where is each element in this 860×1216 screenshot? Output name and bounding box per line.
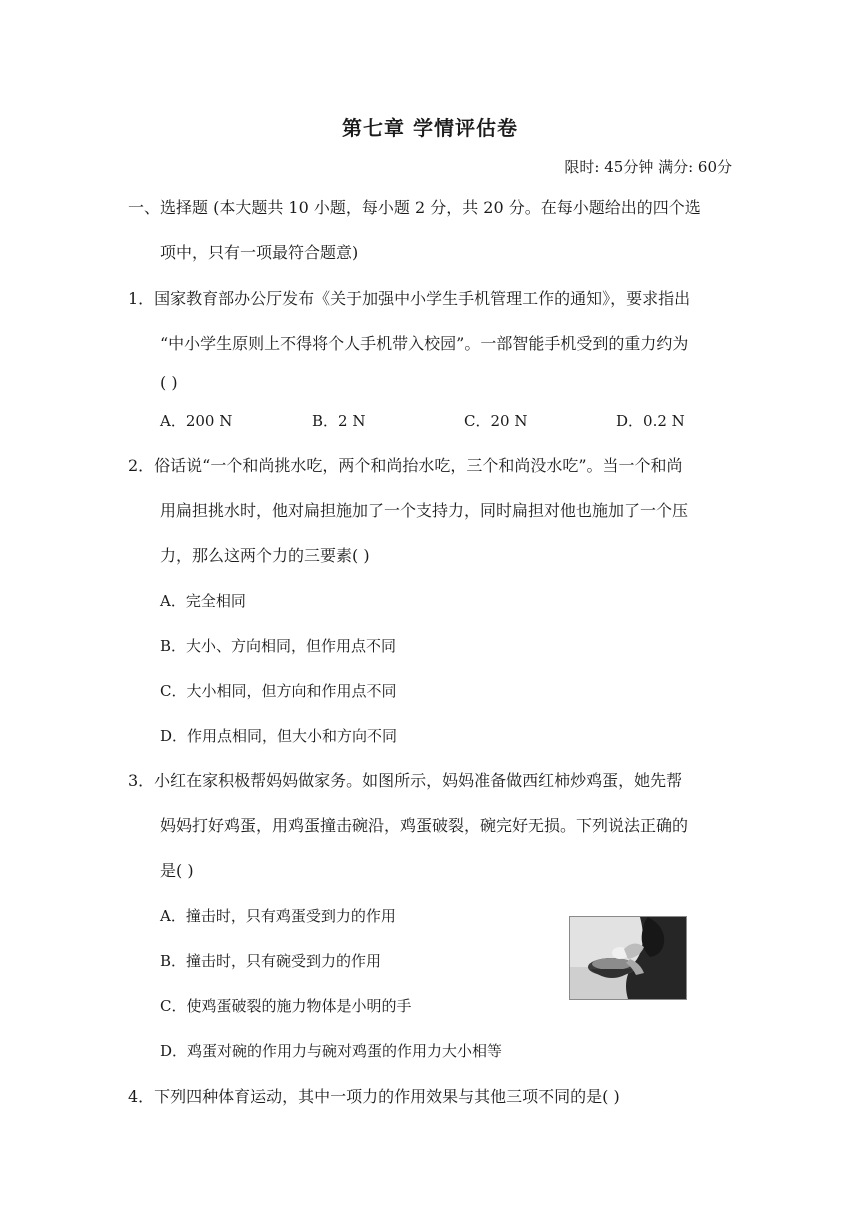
section-heading-line1: 一、选择题 (本大题共 10 小题，每小题 2 分，共 20 分。在每小题给出的四个选: [128, 198, 701, 217]
q3-option-a: A．撞击时，只有鸡蛋受到力的作用: [160, 907, 396, 925]
q1-line3: ( ): [160, 373, 178, 392]
q2-line3: 力，那么这两个力的三要素( ): [160, 546, 370, 565]
q4-line1: 4．下列四种体育运动，其中一项力的作用效果与其他三项不同的是( ): [128, 1087, 620, 1106]
q3-line2: 妈妈打好鸡蛋，用鸡蛋撞击碗沿，鸡蛋破裂，碗完好无损。下列说法正确的: [160, 816, 689, 835]
q2-option-a: A．完全相同: [160, 592, 246, 610]
q1-option-d: D．0.2 N: [616, 412, 685, 430]
egg-bowl-photo: [569, 916, 687, 1000]
q3-line3: 是( ): [160, 861, 194, 880]
q3-option-c: C．使鸡蛋破裂的施力物体是小明的手: [160, 997, 412, 1015]
q3-line1: 3．小红在家积极帮妈妈做家务。如图所示，妈妈准备做西红柿炒鸡蛋，她先帮: [128, 771, 683, 790]
q2-line1: 2．俗话说“一个和尚挑水吃，两个和尚抬水吃，三个和尚没水吃”。当一个和尚: [128, 456, 683, 475]
q1-option-b: B．2 N: [312, 412, 366, 430]
q1-line2: “中小学生原则上不得将个人手机带入校园”。一部智能手机受到的重力约为: [160, 334, 689, 353]
q2-option-b: B．大小、方向相同，但作用点不同: [160, 637, 397, 655]
q3-option-b: B．撞击时，只有碗受到力的作用: [160, 952, 382, 970]
q2-option-d: D．作用点相同，但大小和方向不同: [160, 727, 398, 745]
q3-option-d: D．鸡蛋对碗的作用力与碗对鸡蛋的作用力大小相等: [160, 1042, 503, 1060]
q2-option-c: C．大小相同，但方向和作用点不同: [160, 682, 397, 700]
time-score-limits: 限时: 45分钟 满分: 60分: [564, 158, 732, 176]
q1-option-c: C．20 N: [464, 412, 528, 430]
q1-option-a: A．200 N: [160, 412, 233, 430]
q2-line2: 用扁担挑水时，他对扁担施加了一个支持力，同时扁担对他也施加了一个压: [160, 501, 689, 520]
section-heading-line2: 项中，只有一项最符合题意): [160, 243, 359, 262]
page-title: 第七章 学情评估卷: [342, 116, 518, 140]
q1-line1: 1．国家教育部办公厅发布《关于加强中小学生手机管理工作的通知》，要求指出: [128, 289, 691, 308]
